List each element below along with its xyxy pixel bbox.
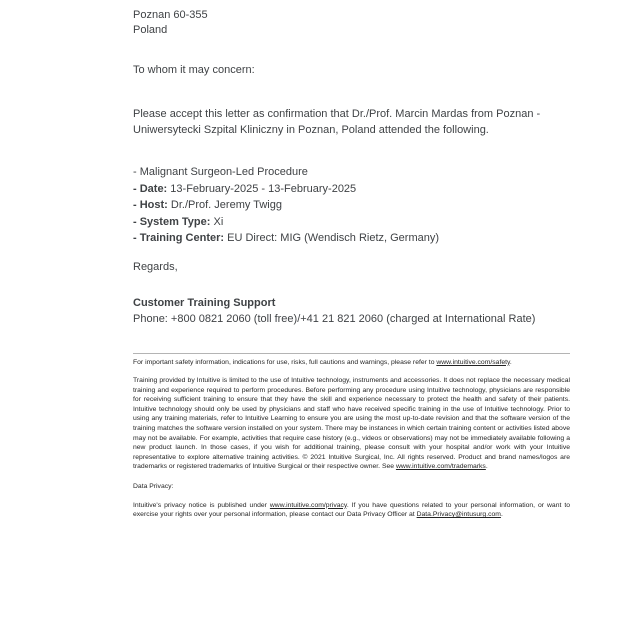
privacy-notice-text: Intuitive's privacy notice is published under [133, 501, 270, 509]
detail-host-value: Dr./Prof. Jeremy Twigg [170, 199, 282, 211]
footer-divider [133, 353, 570, 354]
trademarks-link[interactable]: www.intuitive.com/trademarks [395, 463, 486, 471]
procedure-line: - Malignant Surgeon-Led Procedure [133, 166, 308, 178]
signature: Customer Training Support [133, 296, 276, 309]
letter-content [133, 8, 573, 520]
detail-host [133, 197, 573, 214]
safety-notice-text: For important safety information, indications for use, risks, full cautions and warnings, please refer to [133, 358, 437, 366]
training-disclaimer [133, 376, 570, 472]
privacy-email-link[interactable]: Data.Privacy@intusurg.com [416, 511, 501, 519]
closing: Regards, [133, 260, 178, 273]
detail-date-label: - Date: [133, 182, 168, 195]
safety-link[interactable]: www.intuitive.com/safety [436, 358, 510, 366]
safety-notice [133, 358, 570, 368]
detail-system-type-label: - System Type: [133, 215, 211, 228]
detail-date [133, 181, 573, 198]
salutation: To whom it may concern: [133, 64, 255, 76]
detail-training-center-label: - Training Center: [133, 232, 225, 244]
detail-training-center [133, 230, 573, 247]
address-country: Poland [133, 24, 168, 36]
confirmation-paragraph: Please accept this letter as confirmation that Dr./Prof. Marcin Mardas from Poznan - Uniwersytecki Szpital Kliniczny in Poznan, Poland attended the following. [133, 108, 541, 136]
safety-notice-period: . [509, 358, 512, 366]
phone-line: Phone: +800 0821 2060 (toll free)/+41 21 821 2060 (charged at International Rate) [133, 312, 536, 325]
detail-date-value: 13-February-2025 - 13-February-2025 [170, 182, 357, 195]
detail-system-type [133, 214, 573, 231]
address-city: Poznan 60-355 [133, 9, 208, 21]
privacy-notice-period: . [500, 511, 503, 519]
detail-host-label: - Host: [133, 199, 168, 211]
detail-system-type-value: Xi [213, 215, 224, 228]
detail-training-center-value: EU Direct: MIG (Wendisch Rietz, Germany) [227, 232, 440, 244]
privacy-notice [133, 501, 570, 520]
training-disclaimer-period: . [485, 463, 488, 471]
data-privacy-heading: Data Privacy: [133, 483, 174, 491]
privacy-link[interactable]: www.intuitive.com/privacy [269, 501, 347, 509]
privacy-notice-mid: . If you have questions related to your personal information, or want to exercise your rights over your personal information, please contact our Data Privacy Officer at [133, 501, 570, 519]
training-disclaimer-text: Training provided by Intuitive is limited to the use of Intuitive technology, instruments and accessories. It does not replace the necessary medical training and experience required to perform procedures. Before performing any procedure using Intuitive technology, physicians are responsible for receiving sufficient training to ensure that they have the skill and experience necessary to protect the health and safety of their patients. Intuitive technology should only be used by physicians and staff who have received specific training in the use of Intuitive technology. Prior to using any training materials, refer to Intuitive Learning to ensure you are using the most up-to-date revision and that the software version of the training matches the software version installed on your system. There may be instances in which certain training content or activities listed above may not be available. For example, activities that require case history (e.g., videos or observations) may not be immediately available following a new product launch. In those cases, if you wish for additional training, please consult with your hospital and/or work with your Intuitive representative to explore alternative training activities. © 2021 Intuitive Surgical, Inc. All rights reserved. Product and brand names/logos are trademarks or registered trademarks of Intuitive Surgical or their respective owner. See [133, 377, 570, 471]
